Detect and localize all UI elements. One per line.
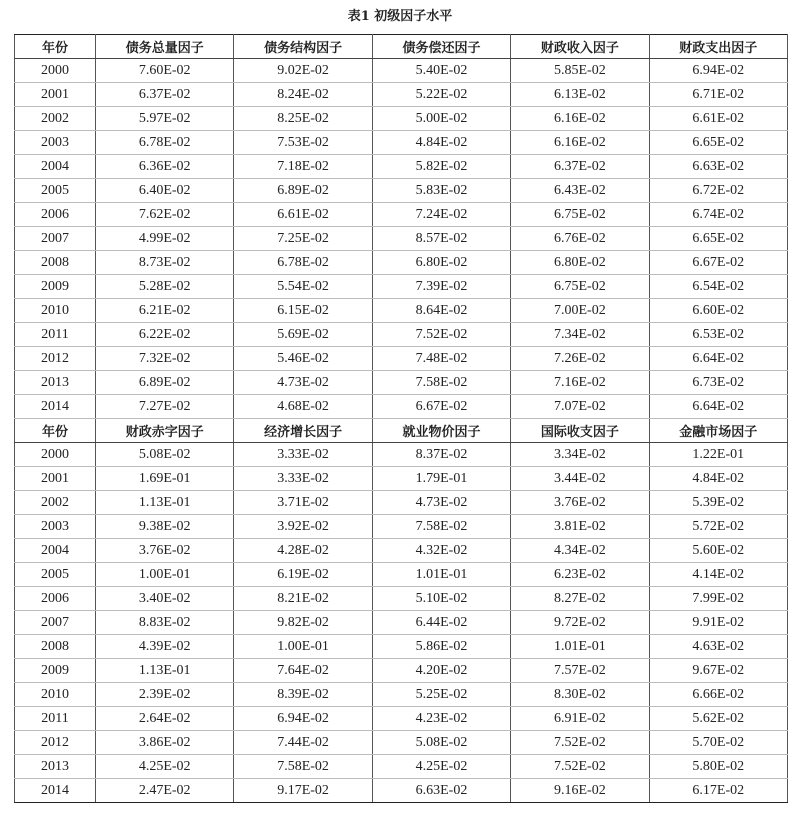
value-cell: 6.63E-02	[649, 155, 787, 179]
value-cell: 5.83E-02	[372, 179, 510, 203]
value-cell: 8.21E-02	[234, 587, 372, 611]
value-cell: 4.34E-02	[511, 539, 649, 563]
value-cell: 6.74E-02	[649, 203, 787, 227]
value-cell: 7.58E-02	[372, 371, 510, 395]
value-cell: 5.72E-02	[649, 515, 787, 539]
year-cell: 2004	[15, 539, 96, 563]
value-cell: 7.24E-02	[372, 203, 510, 227]
table-row	[15, 395, 788, 419]
value-cell: 5.85E-02	[511, 59, 649, 83]
value-cell: 7.25E-02	[234, 227, 372, 251]
year-cell: 2000	[15, 59, 96, 83]
table-caption: 表1 初级因子水平	[347, 9, 453, 24]
value-cell: 7.26E-02	[511, 347, 649, 371]
value-cell: 8.83E-02	[96, 611, 234, 635]
table-row	[15, 707, 788, 731]
table-row	[15, 131, 788, 155]
value-cell: 7.60E-02	[96, 59, 234, 83]
value-cell: 4.25E-02	[372, 755, 510, 779]
value-cell: 6.60E-02	[649, 299, 787, 323]
value-cell: 9.02E-02	[234, 59, 372, 83]
table-row	[15, 515, 788, 539]
value-cell: 5.39E-02	[649, 491, 787, 515]
year-cell: 2002	[15, 491, 96, 515]
value-cell: 5.60E-02	[649, 539, 787, 563]
value-cell: 9.16E-02	[511, 779, 649, 803]
table-row	[15, 443, 788, 467]
value-cell: 6.36E-02	[96, 155, 234, 179]
value-cell: 4.63E-02	[649, 635, 787, 659]
year-cell: 2003	[15, 131, 96, 155]
value-cell: 6.43E-02	[511, 179, 649, 203]
value-cell: 2.39E-02	[96, 683, 234, 707]
value-cell: 6.22E-02	[96, 323, 234, 347]
value-cell: 2.47E-02	[96, 779, 234, 803]
year-cell: 2012	[15, 347, 96, 371]
year-cell: 2005	[15, 563, 96, 587]
value-cell: 3.81E-02	[511, 515, 649, 539]
year-cell: 2006	[15, 587, 96, 611]
value-cell: 2.64E-02	[96, 707, 234, 731]
value-cell: 4.73E-02	[234, 371, 372, 395]
value-cell: 4.20E-02	[372, 659, 510, 683]
header-row	[15, 419, 788, 443]
factor-column-header: 债务结构因子	[234, 35, 372, 59]
value-cell: 5.22E-02	[372, 83, 510, 107]
table-row	[15, 467, 788, 491]
value-cell: 8.57E-02	[372, 227, 510, 251]
value-cell: 4.73E-02	[372, 491, 510, 515]
value-cell: 6.80E-02	[511, 251, 649, 275]
value-cell: 3.33E-02	[234, 467, 372, 491]
value-cell: 5.62E-02	[649, 707, 787, 731]
value-cell: 6.17E-02	[649, 779, 787, 803]
value-cell: 6.54E-02	[649, 275, 787, 299]
value-cell: 1.00E-01	[96, 563, 234, 587]
value-cell: 1.79E-01	[372, 467, 510, 491]
value-cell: 7.57E-02	[511, 659, 649, 683]
value-cell: 7.44E-02	[234, 731, 372, 755]
value-cell: 7.27E-02	[96, 395, 234, 419]
factor-column-header: 债务总量因子	[96, 35, 234, 59]
value-cell: 6.61E-02	[234, 203, 372, 227]
value-cell: 9.91E-02	[649, 611, 787, 635]
value-cell: 3.33E-02	[234, 443, 372, 467]
value-cell: 7.58E-02	[234, 755, 372, 779]
value-cell: 6.75E-02	[511, 275, 649, 299]
table-row	[15, 227, 788, 251]
year-cell: 2001	[15, 83, 96, 107]
value-cell: 6.66E-02	[649, 683, 787, 707]
value-cell: 7.18E-02	[234, 155, 372, 179]
value-cell: 5.97E-02	[96, 107, 234, 131]
value-cell: 7.32E-02	[96, 347, 234, 371]
value-cell: 6.71E-02	[649, 83, 787, 107]
value-cell: 9.17E-02	[234, 779, 372, 803]
value-cell: 3.40E-02	[96, 587, 234, 611]
factor-column-header: 债务偿还因子	[372, 35, 510, 59]
value-cell: 3.34E-02	[511, 443, 649, 467]
value-cell: 6.53E-02	[649, 323, 787, 347]
value-cell: 9.72E-02	[511, 611, 649, 635]
value-cell: 6.78E-02	[234, 251, 372, 275]
table-row	[15, 203, 788, 227]
table-row	[15, 323, 788, 347]
value-cell: 3.86E-02	[96, 731, 234, 755]
table-row	[15, 107, 788, 131]
value-cell: 6.72E-02	[649, 179, 787, 203]
factor-column-header: 就业物价因子	[372, 419, 510, 443]
factor-column-header: 财政支出因子	[649, 35, 787, 59]
value-cell: 5.28E-02	[96, 275, 234, 299]
value-cell: 4.25E-02	[96, 755, 234, 779]
year-cell: 2001	[15, 467, 96, 491]
header-row	[15, 35, 788, 59]
value-cell: 7.07E-02	[511, 395, 649, 419]
value-cell: 6.94E-02	[234, 707, 372, 731]
value-cell: 6.75E-02	[511, 203, 649, 227]
value-cell: 6.89E-02	[96, 371, 234, 395]
value-cell: 7.52E-02	[372, 323, 510, 347]
value-cell: 5.40E-02	[372, 59, 510, 83]
value-cell: 4.32E-02	[372, 539, 510, 563]
value-cell: 3.71E-02	[234, 491, 372, 515]
year-cell: 2011	[15, 323, 96, 347]
year-cell: 2010	[15, 299, 96, 323]
factor-level-table	[14, 34, 788, 803]
table-row	[15, 731, 788, 755]
value-cell: 6.91E-02	[511, 707, 649, 731]
value-cell: 5.54E-02	[234, 275, 372, 299]
value-cell: 6.94E-02	[649, 59, 787, 83]
value-cell: 1.13E-01	[96, 491, 234, 515]
value-cell: 5.86E-02	[372, 635, 510, 659]
value-cell: 7.99E-02	[649, 587, 787, 611]
value-cell: 7.34E-02	[511, 323, 649, 347]
factor-column-header: 国际收支因子	[511, 419, 649, 443]
table-row	[15, 659, 788, 683]
year-cell: 2009	[15, 659, 96, 683]
table-row	[15, 155, 788, 179]
value-cell: 1.01E-01	[511, 635, 649, 659]
value-cell: 6.16E-02	[511, 107, 649, 131]
value-cell: 5.08E-02	[96, 443, 234, 467]
value-cell: 4.23E-02	[372, 707, 510, 731]
value-cell: 5.08E-02	[372, 731, 510, 755]
value-cell: 6.15E-02	[234, 299, 372, 323]
value-cell: 6.78E-02	[96, 131, 234, 155]
value-cell: 5.69E-02	[234, 323, 372, 347]
table-row	[15, 59, 788, 83]
table-row	[15, 275, 788, 299]
value-cell: 6.73E-02	[649, 371, 787, 395]
year-cell: 2011	[15, 707, 96, 731]
table-row	[15, 83, 788, 107]
value-cell: 6.64E-02	[649, 347, 787, 371]
year-cell: 2014	[15, 395, 96, 419]
value-cell: 7.00E-02	[511, 299, 649, 323]
value-cell: 6.65E-02	[649, 227, 787, 251]
value-cell: 4.84E-02	[649, 467, 787, 491]
value-cell: 6.21E-02	[96, 299, 234, 323]
year-cell: 2006	[15, 203, 96, 227]
value-cell: 3.44E-02	[511, 467, 649, 491]
value-cell: 6.63E-02	[372, 779, 510, 803]
value-cell: 8.37E-02	[372, 443, 510, 467]
value-cell: 5.82E-02	[372, 155, 510, 179]
year-cell: 2012	[15, 731, 96, 755]
value-cell: 6.40E-02	[96, 179, 234, 203]
value-cell: 6.37E-02	[96, 83, 234, 107]
year-column-header: 年份	[15, 35, 96, 59]
table-row	[15, 179, 788, 203]
value-cell: 6.64E-02	[649, 395, 787, 419]
year-cell: 2008	[15, 635, 96, 659]
value-cell: 5.00E-02	[372, 107, 510, 131]
value-cell: 4.84E-02	[372, 131, 510, 155]
table-row	[15, 683, 788, 707]
value-cell: 5.25E-02	[372, 683, 510, 707]
year-cell: 2007	[15, 227, 96, 251]
value-cell: 7.52E-02	[511, 731, 649, 755]
value-cell: 4.14E-02	[649, 563, 787, 587]
table-row	[15, 611, 788, 635]
value-cell: 3.76E-02	[96, 539, 234, 563]
value-cell: 6.19E-02	[234, 563, 372, 587]
value-cell: 8.64E-02	[372, 299, 510, 323]
value-cell: 6.67E-02	[372, 395, 510, 419]
table-row	[15, 755, 788, 779]
value-cell: 8.73E-02	[96, 251, 234, 275]
value-cell: 6.67E-02	[649, 251, 787, 275]
value-cell: 8.39E-02	[234, 683, 372, 707]
table-row	[15, 299, 788, 323]
value-cell: 6.76E-02	[511, 227, 649, 251]
value-cell: 7.52E-02	[511, 755, 649, 779]
year-cell: 2008	[15, 251, 96, 275]
year-cell: 2010	[15, 683, 96, 707]
table-row	[15, 371, 788, 395]
value-cell: 6.37E-02	[511, 155, 649, 179]
value-cell: 7.48E-02	[372, 347, 510, 371]
value-cell: 6.16E-02	[511, 131, 649, 155]
value-cell: 6.44E-02	[372, 611, 510, 635]
value-cell: 7.62E-02	[96, 203, 234, 227]
value-cell: 4.68E-02	[234, 395, 372, 419]
value-cell: 6.89E-02	[234, 179, 372, 203]
value-cell: 4.28E-02	[234, 539, 372, 563]
value-cell: 6.23E-02	[511, 563, 649, 587]
value-cell: 8.30E-02	[511, 683, 649, 707]
factor-column-header: 经济增长因子	[234, 419, 372, 443]
year-cell: 2004	[15, 155, 96, 179]
value-cell: 5.80E-02	[649, 755, 787, 779]
factor-column-header: 财政收入因子	[511, 35, 649, 59]
value-cell: 1.01E-01	[372, 563, 510, 587]
year-cell: 2014	[15, 779, 96, 803]
table-row	[15, 635, 788, 659]
value-cell: 6.80E-02	[372, 251, 510, 275]
value-cell: 7.53E-02	[234, 131, 372, 155]
year-cell: 2013	[15, 755, 96, 779]
value-cell: 8.27E-02	[511, 587, 649, 611]
table-row	[15, 491, 788, 515]
value-cell: 7.39E-02	[372, 275, 510, 299]
value-cell: 5.70E-02	[649, 731, 787, 755]
year-cell: 2013	[15, 371, 96, 395]
year-cell: 2009	[15, 275, 96, 299]
value-cell: 6.13E-02	[511, 83, 649, 107]
value-cell: 7.58E-02	[372, 515, 510, 539]
value-cell: 1.22E-01	[649, 443, 787, 467]
value-cell: 7.16E-02	[511, 371, 649, 395]
value-cell: 3.92E-02	[234, 515, 372, 539]
value-cell: 5.10E-02	[372, 587, 510, 611]
factor-column-header: 财政赤字因子	[96, 419, 234, 443]
value-cell: 1.13E-01	[96, 659, 234, 683]
value-cell: 6.65E-02	[649, 131, 787, 155]
value-cell: 4.39E-02	[96, 635, 234, 659]
value-cell: 8.25E-02	[234, 107, 372, 131]
table-row	[15, 587, 788, 611]
value-cell: 1.69E-01	[96, 467, 234, 491]
value-cell: 4.99E-02	[96, 227, 234, 251]
table-row	[15, 347, 788, 371]
value-cell: 1.00E-01	[234, 635, 372, 659]
table-row	[15, 539, 788, 563]
year-cell: 2005	[15, 179, 96, 203]
table-row	[15, 779, 788, 803]
value-cell: 9.38E-02	[96, 515, 234, 539]
year-cell: 2007	[15, 611, 96, 635]
value-cell: 8.24E-02	[234, 83, 372, 107]
table-row	[15, 251, 788, 275]
value-cell: 5.46E-02	[234, 347, 372, 371]
value-cell: 6.61E-02	[649, 107, 787, 131]
value-cell: 7.64E-02	[234, 659, 372, 683]
year-cell: 2000	[15, 443, 96, 467]
year-cell: 2003	[15, 515, 96, 539]
value-cell: 9.67E-02	[649, 659, 787, 683]
year-cell: 2002	[15, 107, 96, 131]
year-column-header: 年份	[15, 419, 96, 443]
table-row	[15, 563, 788, 587]
value-cell: 3.76E-02	[511, 491, 649, 515]
value-cell: 9.82E-02	[234, 611, 372, 635]
factor-column-header: 金融市场因子	[649, 419, 787, 443]
